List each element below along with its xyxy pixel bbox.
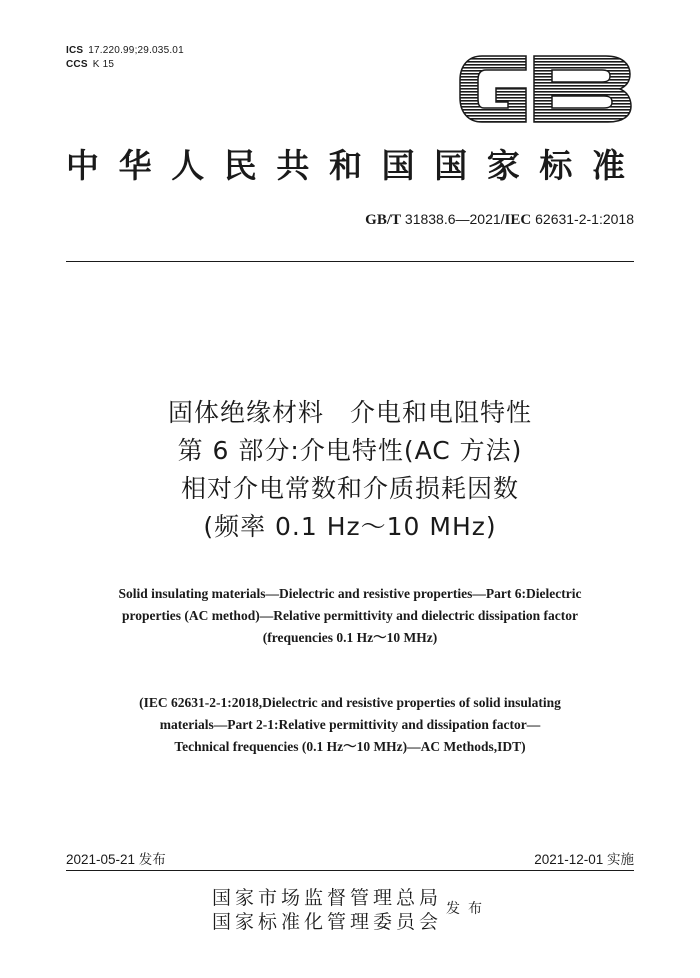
english-title-line-1: Solid insulating materials—Dielectric and resistive properties—Part 6:Dielectric — [118, 586, 582, 601]
ccs-line — [66, 58, 184, 72]
gb-logo-letter-g — [460, 56, 526, 122]
english-title — [50, 583, 650, 649]
chinese-title-line-1: 固体绝缘材料 介电和电阻特性 — [167, 398, 532, 427]
ccs-value: K 15 — [92, 59, 115, 70]
issue-date: 2021-05-21 发布 — [66, 852, 166, 867]
ics-value: 17.220.99;29.035.01 — [88, 45, 184, 56]
footer-divider — [66, 870, 634, 871]
ics-label: ICS — [66, 45, 84, 56]
implementation-date: 2021-12-01 实施 — [534, 852, 634, 867]
gb-logo — [456, 52, 634, 126]
iec-number-value: 62631-2-1:2018 — [531, 211, 634, 227]
standard-number — [365, 210, 634, 229]
national-standard-title: 中华人民共和国国家标准 — [66, 146, 634, 185]
iec-equivalent-title — [50, 692, 650, 758]
iec-title-line-3: Technical frequencies (0.1 Hz～10 MHz)—AC Methods,IDT) — [174, 739, 526, 754]
standard-number-value: 31838.6—2021/ — [401, 211, 505, 227]
issuing-authorities — [212, 886, 442, 934]
issuer-sac: 国家标准化管理委员会 — [212, 911, 443, 933]
issue-word: 发布 — [446, 901, 490, 917]
ccs-label: CCS — [66, 59, 88, 70]
chinese-title-line-4: (频率 0.1 Hz～10 MHz) — [203, 512, 497, 541]
chinese-title-line-2: 第 6 部分:介电特性(AC 方法) — [177, 436, 523, 465]
iec-title-line-1: (IEC 62631-2-1:2018,Dielectric and resistive properties of solid insulating — [139, 695, 561, 710]
gb-logo-letter-b — [534, 56, 631, 122]
ics-line — [66, 44, 184, 58]
classification-codes — [66, 44, 184, 72]
iec-code: IEC — [504, 212, 532, 228]
issuer-samr: 国家市场监督管理总局 — [212, 887, 443, 909]
chinese-title — [0, 394, 700, 546]
standard-code: GB/T — [365, 212, 402, 228]
iec-title-line-2: materials—Part 2-1:Relative permittivity and dissipation factor— — [159, 717, 541, 732]
english-title-line-3: (frequencies 0.1 Hz～10 MHz) — [262, 630, 438, 645]
english-title-line-2: properties (AC method)—Relative permittivity and dielectric dissipation factor — [121, 608, 579, 623]
chinese-title-line-3: 相对介电常数和介质损耗因数 — [180, 474, 519, 503]
header-divider — [66, 261, 634, 262]
